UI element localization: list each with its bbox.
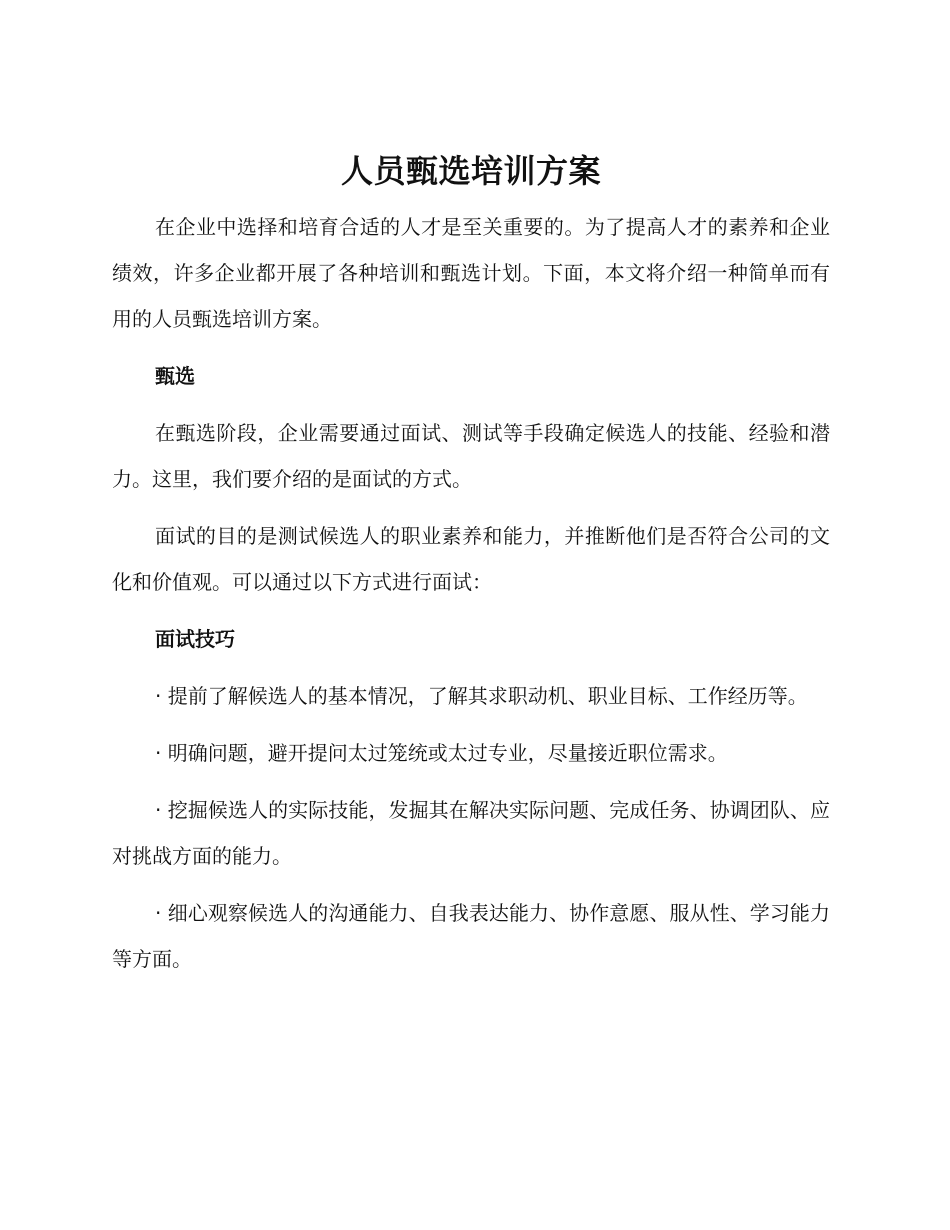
intro-paragraph: 在企业中选择和培育合适的人才是至关重要的。为了提高人才的素养和企业绩效，许多企业都开展了各种培训和甄选计划。下面，本文将介绍一种简单而有用的人员甄选培训方案。 <box>112 215 830 331</box>
bullet-item: · 提前了解候选人的基本情况，了解其求职动机、职业目标、工作经历等。 <box>155 684 808 708</box>
section-heading-interview-skills: 面试技巧 <box>155 627 235 651</box>
selection-paragraph-1: 在甄选阶段，企业需要通过面试、测试等手段确定候选人的技能、经验和潜力。这里，我们要介绍的是面试的方式。 <box>112 421 830 491</box>
bullet-item: · 细心观察候选人的沟通能力、自我表达能力、协作意愿、服从性、学习能力等方面。 <box>112 901 830 971</box>
bullet-item: · 挖掘候选人的实际技能，发掘其在解决实际问题、完成任务、协调团队、应对挑战方面的能力。 <box>112 798 830 868</box>
section-heading-selection: 甄选 <box>155 364 195 388</box>
selection-paragraph-2: 面试的目的是测试候选人的职业素养和能力，并推断他们是否符合公司的文化和价值观。可以通过以下方式进行面试： <box>112 524 830 594</box>
document-title: 人员甄选培训方案 <box>340 152 601 190</box>
bullet-item: · 明确问题，避开提问太过笼统或太过专业，尽量接近职位需求。 <box>155 741 728 765</box>
